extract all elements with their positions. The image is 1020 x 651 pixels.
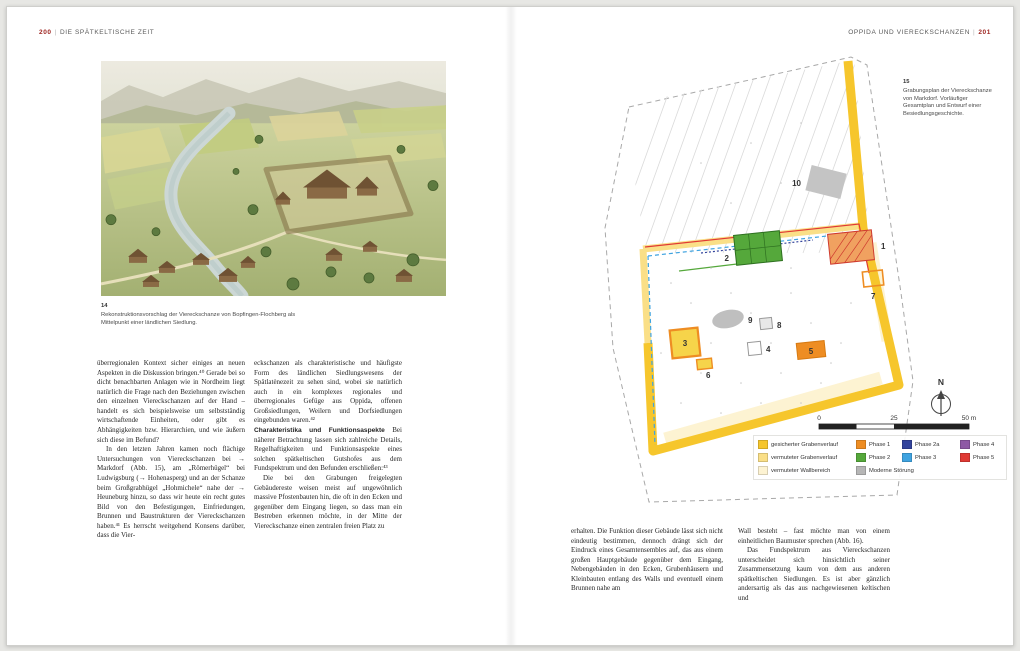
paragraph: Die bei den Grabungen freigelegten Gebäudereste weisen meist auf ungewöhnlich massive Pfostenbauten hin, die oft in den Ecken und gegenüber dem Eingang liegen, so dass man ein Bestreben erkennen möchte, in der Mitte der Viereckschanze einen zentralen freien Platz zu: [254, 473, 402, 530]
scale-zero: 0: [817, 415, 821, 422]
feature-label-10: 10: [792, 179, 801, 188]
paragraph: In den letzten Jahren kamen noch flächige Untersuchungen von Viereckschanzen bei → Markdorf (Abb. 15), am „Römerhügel“ bei Ludwigsburg (→ Hohenasperg) und an der Schanze beim Großgrabhügel „Hohmichele“ nahe der → Heuneburg hinzu, so dass wir heute ein recht gutes Bild von den Befestigungen, Einfriedungen, Brunnen und Baustrukturen der Viereckschanzen haben.⁴¹ Es herrscht weitgehend Konsens darüber, dass die Vier-: [97, 445, 245, 540]
left-page-column-2: [254, 359, 402, 531]
running-head-left: [39, 29, 154, 36]
north-label: N: [937, 377, 945, 387]
legend-swatch: [902, 440, 912, 449]
legend-item: Phase 2: [856, 453, 902, 462]
page-number-left: 200: [39, 29, 52, 36]
feature-label-2: 2: [724, 254, 729, 263]
running-head-right: [848, 29, 991, 36]
paragraph: eckschanzen als charakteristische und häufigste Form des ländlichen Siedlungswesens der Spätlatènezeit zu sehen sind, wobei sie natürlich auch in ein komplexes regionales und überregionales Gefüge aus Oppida, offenen Großsiedlungen, Weilern und Dorfsiedlungen eingebunden waren.⁴²: [254, 359, 402, 425]
legend-item: Phase 2a: [902, 440, 960, 449]
scale-bar: [817, 415, 976, 429]
paragraph: Charakteristika und Funktionsaspekte Bei näherer Betrachtung lassen sich zahlreiche Details, Regelhaftigkeiten und Funktionsaspekte eines solchen spätkeltischen Gutshofes aus dem Fundspektrum und den Befunden erschließen:⁴³: [254, 426, 402, 473]
paragraph: Wall besteht – fast möchte man von einem einheitlichen Baumuster sprechen (Abb. 16).: [738, 527, 890, 545]
wall-area-band: [665, 378, 881, 439]
chapter-title-left: DIE SPÄTKELTISCHE ZEIT: [59, 29, 155, 36]
feature-6: [697, 358, 713, 370]
legend-swatch: [758, 453, 768, 462]
feature-8: [760, 317, 773, 329]
figure-number: 14: [101, 303, 108, 309]
paragraph: erhalten. Die Funktion dieser Gebäude lässt sich nicht eindeutig bestimmen, dennoch drängt sich der Eindruck eines Gesamtensembles auf, das aus einem großen Hauptgebäude gegenüber dem Eingang, Nebengebäuden in den Ecken, Grubenhäusern und Kleinbauten entlang des Walls und eventuell einem Brunnen nahe am: [571, 527, 723, 593]
building-phase1: [828, 230, 875, 264]
run-in-heading: Charakteristika und Funktionsaspekte: [254, 427, 385, 435]
feature-label-9: 9: [748, 316, 753, 325]
phase2-line: [679, 264, 737, 271]
legend-item: Moderne Störung: [856, 466, 902, 475]
runhead-separator: |: [54, 29, 57, 36]
modern-feature-10: [805, 165, 846, 199]
legend-item: gesicherter Grabenverlauf: [758, 440, 856, 449]
legend-swatch: [960, 440, 970, 449]
paragraph: Das Fundspektrum aus Viereckschanzen unterscheidet sich hinsichtlich seiner Zusammensetzung kaum von dem aus anderen spätkeltischen Siedlungen. Es ist aber gänzlich andersartig als das aus nachgewiesenen keltischen und: [738, 546, 890, 603]
scale-end: 50 m: [961, 415, 977, 422]
figure-number: 15: [903, 79, 910, 85]
feature-label-1: 1: [881, 242, 886, 251]
scale-mid: 25: [890, 415, 898, 422]
legend-swatch: [758, 440, 768, 449]
hatched-area: [611, 58, 921, 253]
runhead-separator: |: [973, 29, 976, 36]
feature-label-6: 6: [706, 371, 711, 380]
legend-item: Phase 5: [960, 453, 1002, 462]
legend-item: Phase 1: [856, 440, 902, 449]
posthole-dots: [660, 122, 852, 414]
legend-item: Phase 3: [902, 453, 960, 462]
figure-14-illustration: [101, 61, 446, 296]
legend-swatch: [856, 466, 866, 475]
figure-15-caption: [903, 79, 999, 119]
chapter-title-right: OPPIDA UND VIERECKSCHANZEN: [848, 29, 971, 36]
presumed-ditch-left: [643, 249, 648, 343]
building-phase2: [734, 231, 783, 266]
legend-item: vermuteter Wallbereich: [758, 466, 856, 475]
legend-swatch: [856, 453, 866, 462]
right-page-column-2: [738, 527, 890, 604]
legend-item: vermuteter Grabenverlauf: [758, 453, 856, 462]
right-page-column-1: [571, 527, 723, 594]
legend-item: Phase 4: [960, 440, 1002, 449]
legend-swatch: [902, 453, 912, 462]
feature-4: [747, 341, 761, 355]
feature-label-4: 4: [766, 345, 771, 354]
left-page-column-1: [97, 359, 245, 541]
legend-swatch: [856, 440, 866, 449]
legend-swatch: [960, 453, 970, 462]
figure-caption-text: Rekonstruktionsvorschlag der Viereckschanze von Bopfingen-Flochberg als Mittelpunkt einer ländlichen Siedlung.: [101, 311, 296, 326]
disturbance-9: [710, 307, 745, 331]
feature-label-8: 8: [777, 321, 782, 330]
legend-swatch: [758, 466, 768, 475]
figure-caption-text: Grabungsplan der Viereckschanze von Markdorf. Vorläufiger Gesamtplan und Entwurf einer Besiedlungsgeschichte.: [903, 87, 992, 118]
book-spread: [6, 6, 1014, 646]
feature-label-5: 5: [808, 347, 814, 356]
page-gutter: [505, 7, 517, 645]
paragraph: überregionalen Kontext sicher einiges an neuen Aspekten in die Diskussion bringen.⁴⁰ Gerade bei so dicht benachbarten Anlagen wie in Nordheim liegt natürlich die Frage nach den Beziehungen zwischen den einzelnen Viereckschanzen auf der Hand – handelt es sich beispielsweise um selbstständig wirtschaftende Einheiten, oder gibt es Abhängigkeiten bzw. Hierarchien, und wie äußern sich diese im Befund?: [97, 359, 245, 444]
feature-label-7: 7: [871, 292, 876, 301]
feature-label-3: 3: [682, 339, 688, 348]
figure-14-caption: [101, 303, 316, 327]
north-arrow-icon: [932, 377, 951, 416]
plan-legend: [753, 435, 1007, 480]
page-number-right: 201: [978, 29, 991, 36]
